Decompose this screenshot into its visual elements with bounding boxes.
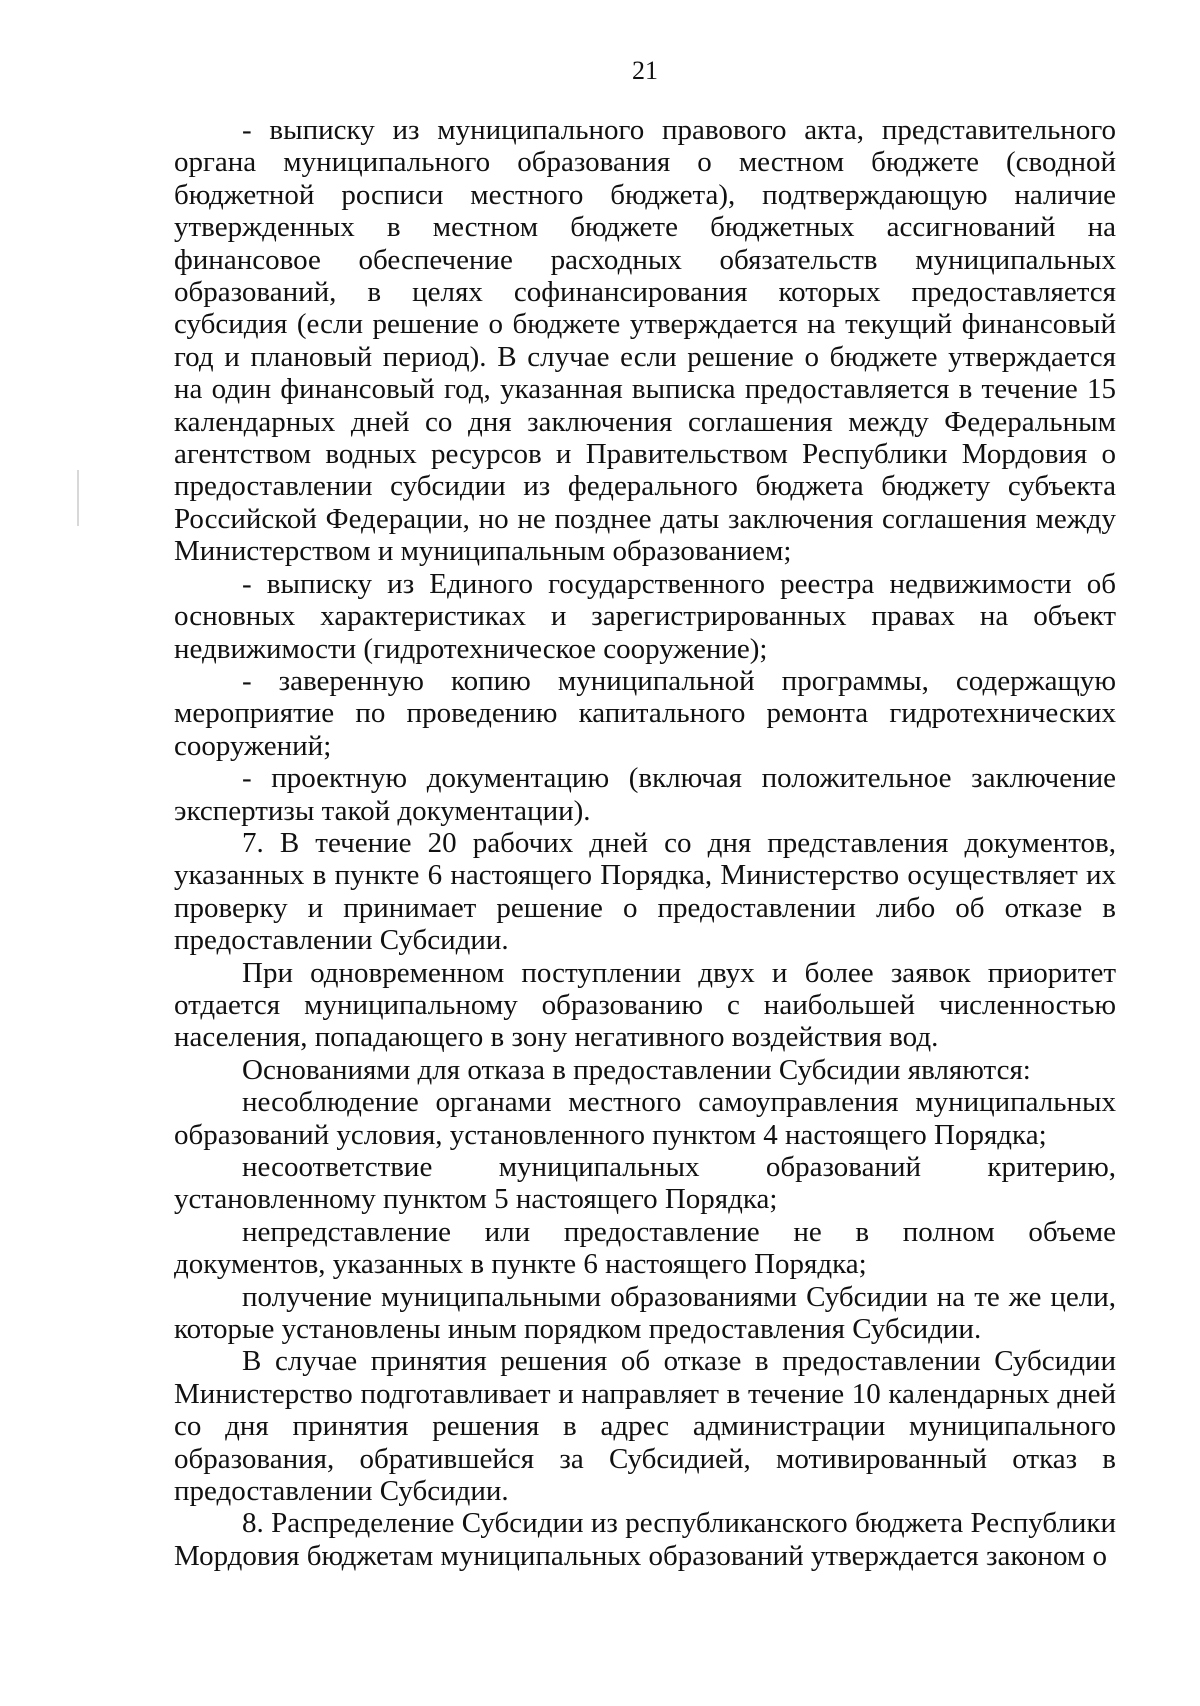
paragraph-refusal-ground-3: непредставление или предоставление не в полном объеме документов, указанных в пункте 6 настоящего Порядка; bbox=[174, 1215, 1116, 1281]
document-body bbox=[174, 114, 1116, 1572]
paragraph-item-7: 7. В течение 20 рабочих дней со дня представления документов, указанных в пункте 6 настоящего Порядка, Министерство осуществляет их проверку и принимает решение о предоставлении либо об отказе в предоставлении Субсидии. bbox=[174, 826, 1116, 957]
paragraph-refusal-notice: В случае принятия решения об отказе в предоставлении Субсидии Министерство подготавливает и направляет в течение 10 календарных дней со дня принятия решения в адрес администрации муниципального образования, обратившейся за Субсидией, мотивированный отказ в предоставлении Субсидии. bbox=[174, 1345, 1116, 1508]
paragraph-refusal-ground-4: получение муниципальными образованиями Субсидии на те же цели, которые установлены иным порядком предоставления Субсидии. bbox=[174, 1280, 1116, 1346]
paragraph-priority-rule: При одновременном поступлении двух и более заявок приоритет отдается муниципальному образованию с наибольшей численностью населения, попадающего в зону негативного воздействия вод. bbox=[174, 956, 1116, 1054]
paragraph-item-8: 8. Распределение Субсидии из республиканского бюджета Республики Мордовия бюджетам муниципальных образований утверждается законом о bbox=[174, 1507, 1116, 1572]
page-number: 21 bbox=[632, 56, 658, 85]
paragraph-municipal-program-copy: - заверенную копию муниципальной программы, содержащую мероприятие по проведению капитального ремонта гидротехнических сооружений; bbox=[174, 664, 1116, 762]
paragraph-refusal-grounds-heading: Основаниями для отказа в предоставлении Субсидии являются: bbox=[242, 1053, 1031, 1086]
paragraph-real-estate-registry-extract: - выписку из Единого государственного реестра недвижимости об основных характеристиках и зарегистрированных правах на объект недвижимости (гидротехническое сооружение); bbox=[174, 567, 1116, 665]
paragraph-project-documentation: - проектную документацию (включая положительное заключение экспертизы такой документации). bbox=[174, 762, 1116, 827]
paragraph-municipal-budget-extract: - выписку из муниципального правового акта, представительного органа муниципального образования о местном бюджете (сводной бюджетной росписи местного бюджета), подтверждающую наличие утвержденных в местном бюджете бюджетных ассигнований на финансовое обеспечение расходных обязательств муниципальных образований, в целях софинансирования которых предоставляется субсидия (если решение о бюджете утверждается на текущий финансовый год и плановый период). В случае если решение о бюджете утверждается на один финансовый год, указанная выписка предоставляется в течение 15 календарных дней со дня заключения соглашения между Федеральным агентством водных ресурсов и Правительством Республики Мордовия о предоставлении субсидии из федерального бюджета бюджету субъекта Российской Федерации, но не позднее даты заключения соглашения между Министерством и муниципальным образованием; bbox=[174, 114, 1116, 568]
paragraph-refusal-ground-1: несоблюдение органами местного самоуправления муниципальных образований условия, установленного пунктом 4 настоящего Порядка; bbox=[174, 1086, 1116, 1151]
scan-artifact bbox=[77, 470, 79, 526]
paragraph-refusal-ground-2: несоответствие муниципальных образований критерию, установленному пунктом 5 настоящего Порядка; bbox=[174, 1151, 1116, 1216]
